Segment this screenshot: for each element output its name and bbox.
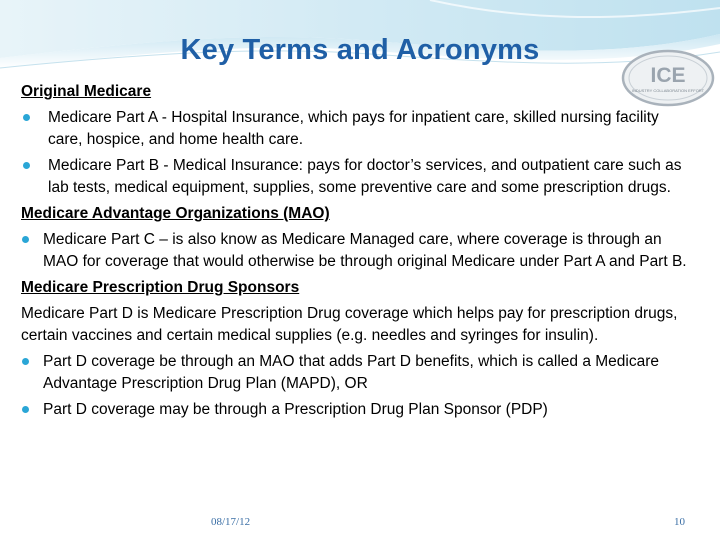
- list-item-text: Part D coverage may be through a Prescription Drug Plan Sponsor (PDP): [43, 401, 548, 418]
- mao-list: [21, 229, 691, 273]
- drug-sponsors-list: [21, 351, 691, 421]
- list-item-text: Medicare Part A - Hospital Insurance, which pays for inpatient care, skilled nursing facility care, hospice, and home health care.: [48, 109, 659, 148]
- list-item-text: Medicare Part B - Medical Insurance: pays for doctor’s services, and outpatient care such as lab tests, medical equipment, supplies, some preventive care and some prescription drugs.: [48, 157, 682, 196]
- svg-text:ICE: ICE: [650, 64, 686, 87]
- list-item: [21, 351, 691, 395]
- slide-title: Key Terms and Acronyms: [180, 34, 540, 66]
- list-item: [21, 399, 691, 421]
- bullet-icon: [22, 358, 29, 365]
- original-medicare-list: [21, 107, 691, 199]
- list-item: [21, 155, 691, 199]
- bullet-icon: [22, 406, 29, 413]
- page-number: 10: [674, 516, 685, 528]
- section-heading-original-medicare: Original Medicare: [21, 83, 152, 100]
- bullet-icon: [23, 114, 30, 121]
- section-heading-mao: Medicare Advantage Organizations (MAO): [21, 205, 330, 222]
- list-item: [21, 107, 691, 151]
- footer-date: 08/17/12: [211, 516, 251, 528]
- bullet-icon: [23, 162, 30, 169]
- section-heading-drug-sponsors: Medicare Prescription Drug Sponsors: [21, 279, 300, 296]
- bullet-icon: [22, 236, 29, 243]
- list-item-text: Part D coverage be through an MAO that adds Part D benefits, which is called a Medicare Advantage Prescription Drug Plan (MAPD), OR: [43, 353, 660, 392]
- slide-body: [21, 81, 691, 421]
- list-item-text: Medicare Part C – is also know as Medicare Managed care, where coverage is through an MAO for coverage that would otherwise be through original Medicare under Part A and Part B.: [43, 231, 687, 270]
- list-item: [21, 229, 691, 273]
- drug-sponsors-paragraph: Medicare Part D is Medicare Prescription Drug coverage which helps pay for prescription drugs, certain vaccines and certain medical supplies (e.g. needles and syringes for insulin).: [21, 305, 678, 344]
- svg-text:INDUSTRY COLLABORATION EFFORT: INDUSTRY COLLABORATION EFFORT: [631, 88, 705, 93]
